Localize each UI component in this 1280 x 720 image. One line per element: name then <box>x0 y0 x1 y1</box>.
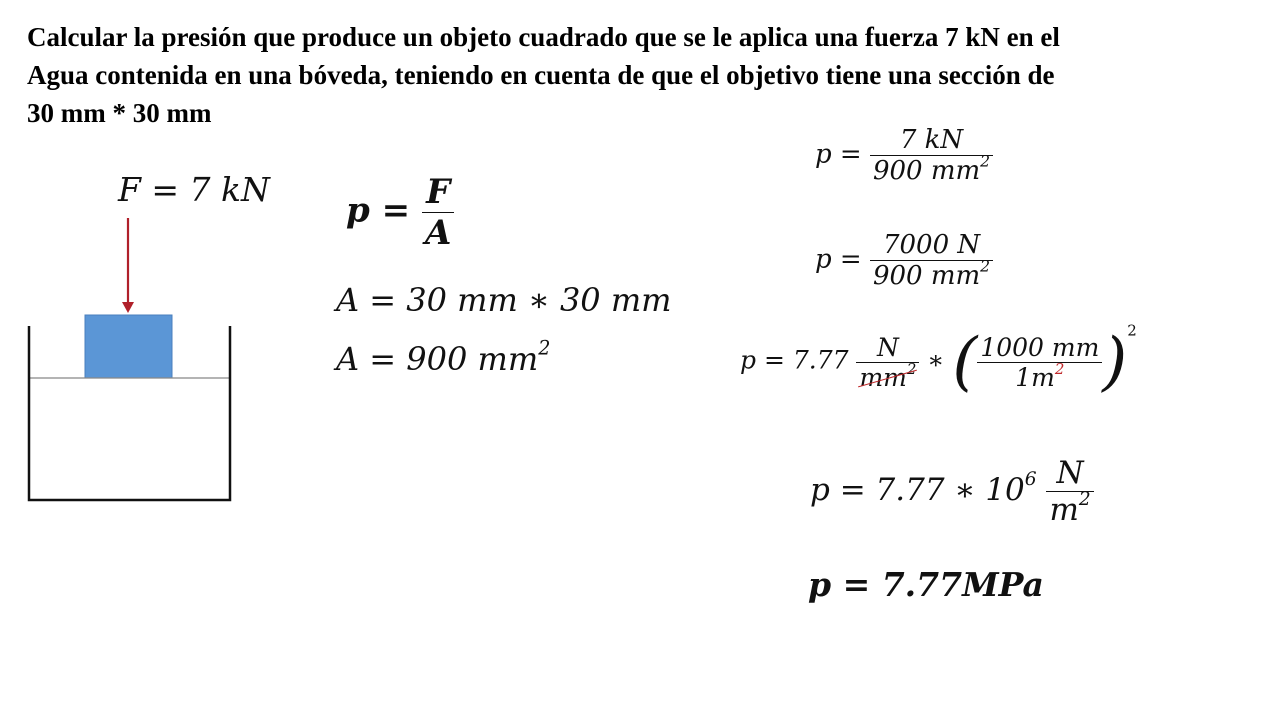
container-diagram <box>20 210 250 510</box>
step-1 <box>815 125 993 186</box>
conversion-den-text: 1m <box>1015 362 1055 392</box>
step-2-numerator: 7000 N <box>870 230 993 261</box>
step-3-numerator: N <box>856 333 919 363</box>
final-result: p = 7.77MPa <box>808 565 1044 604</box>
step-3-denominator <box>856 359 919 392</box>
step-1-den-text: 900 mm <box>872 156 981 186</box>
conversion-numerator <box>977 333 1102 363</box>
step-4-power: 6 <box>1024 469 1037 491</box>
step-3-den-exp: 2 <box>906 359 917 378</box>
pressure-formula-denominator: A <box>424 213 452 253</box>
pressure-formula-numerator: F <box>422 172 454 213</box>
step-3-den-text: mm <box>859 362 907 392</box>
area-line-1: A = 30 mm ∗ 30 mm <box>336 281 672 319</box>
conversion-den-exp: 2 <box>1054 359 1065 378</box>
step-4-den-exp: 2 <box>1078 489 1091 511</box>
step-2 <box>815 230 993 291</box>
left-paren: ( <box>952 325 978 399</box>
step-3-den-cancelled <box>859 359 917 392</box>
step-3-lhs: p = 7.77 <box>740 345 849 375</box>
right-paren: ) <box>1102 325 1128 399</box>
problem-line-3: 30 mm * 30 mm <box>27 98 212 128</box>
step-4 <box>810 455 1094 528</box>
step-1-lhs: p = <box>815 139 862 170</box>
step-4-denominator <box>1046 489 1093 528</box>
step-2-den-exp: 2 <box>980 257 991 276</box>
step-3 <box>740 321 1137 399</box>
problem-line-2: Agua contenida en una bóveda, teniendo en cuenta de que el objetivo tiene una sección de <box>27 60 1055 90</box>
step-1-denominator <box>870 152 993 186</box>
step-2-den-text: 900 mm <box>872 261 981 291</box>
step-4-den-text: m <box>1049 492 1079 528</box>
area-line-2-text: A = 900 mm <box>336 340 539 378</box>
problem-statement <box>27 18 1262 132</box>
conversion-num-text: 1000 mm <box>980 332 1100 362</box>
step-1-numerator: 7 kN <box>870 125 993 156</box>
force-label: F = 7 kN <box>118 170 270 209</box>
step-4-numerator: N <box>1046 455 1093 492</box>
step-2-denominator <box>870 257 993 291</box>
step-2-lhs: p = <box>815 244 862 275</box>
area-line-2 <box>336 336 551 378</box>
force-arrow-head <box>122 302 134 313</box>
area-line-2-exponent: 2 <box>538 336 551 360</box>
step-1-den-exp: 2 <box>980 152 991 171</box>
step-4-lhs: p = 7.77 ∗ 10 <box>810 472 1025 508</box>
conversion-denominator <box>977 359 1102 392</box>
square-object <box>85 315 172 378</box>
pressure-formula <box>346 172 454 253</box>
problem-line-1: Calcular la presión que produce un objeto cuadrado que se le aplica una fuerza 7 kN en el <box>27 22 1060 52</box>
step-3-operator: ∗ <box>927 345 945 375</box>
pressure-formula-lhs: p = <box>346 190 411 231</box>
step-3-outer-exponent: 2 <box>1127 321 1137 340</box>
